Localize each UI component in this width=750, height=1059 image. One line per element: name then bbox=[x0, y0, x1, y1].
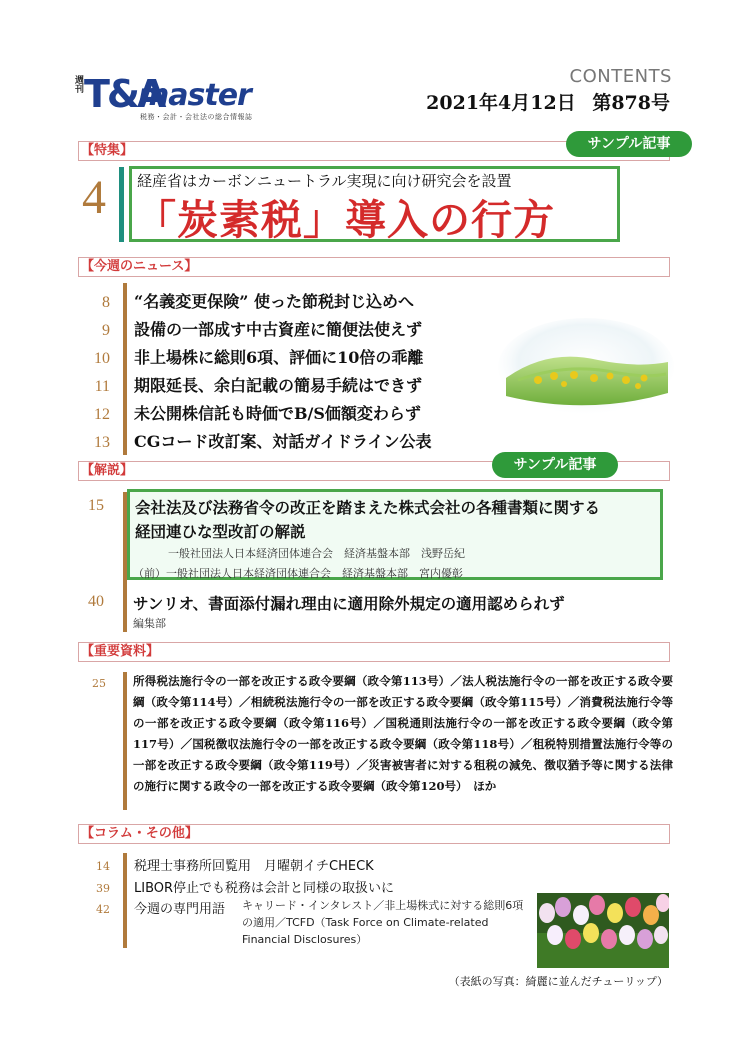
column-page-number: 42 bbox=[96, 903, 110, 916]
commentary-author-2: （前）一般社団法人日本経済団体連合会 経済基盤本部 宮内優彰 bbox=[133, 567, 463, 580]
news-headline: 非上場株に総則6項、評価に10倍の乖離 bbox=[134, 348, 424, 367]
feature-section-label: 【特集】 bbox=[81, 143, 134, 158]
commentary-author-editorial: 編集部 bbox=[133, 617, 166, 630]
column-section-label: 【コラム・その他】 bbox=[81, 826, 198, 841]
feature-page-number: 4 bbox=[82, 171, 106, 224]
news-headline: 期限延長、余白記載の簡易手続はできず bbox=[134, 376, 423, 395]
contents-label: CONTENTS bbox=[569, 66, 672, 87]
column-item-39[interactable] bbox=[84, 877, 394, 896]
materials-text[interactable]: 所得税法施行令の一部を改正する政令要綱（政令第113号）／法人税法施行令の一部を改正する政令要綱（政令第114号）／相続税法施行令の一部を改正する政令要綱（政令第115号）／消費税法施行令等の一部を改正する政令要綱（政令第116号）／国税通則法施行令の一部を改正する政令要綱（政令第117号）／国税徴収法施行令の一部を改正する政令要綱（政令第118号）／租税特別措置法施行令等の一部を改正する政令要綱（政令第119号）／災害被害者に対する租税の減免、徴収猶予等に関する法律の施行に関する政令の一部を改正する政令要綱（政令第120号） ほか bbox=[133, 674, 673, 793]
cover-photo-caption: （表紙の写真：綺麗に並んだチューリップ） bbox=[448, 975, 668, 988]
news-item[interactable] bbox=[84, 429, 431, 457]
column-item-14[interactable] bbox=[84, 855, 374, 874]
term-of-week-text: キャリード・インタレスト／非上場株式に対する総則6項の適用／TCFD（Task Force on Climate-related Financial Disclosures） bbox=[242, 899, 524, 946]
sample-article-badge-2[interactable]: サンプル記事 bbox=[492, 452, 618, 478]
column-text: 税理士事務所回覧用 月曜朝イチCHECK bbox=[134, 859, 374, 874]
news-page-number: 12 bbox=[94, 406, 110, 423]
news-section-header bbox=[78, 257, 670, 277]
tulip-photo bbox=[537, 893, 669, 968]
commentary-author-1: 一般社団法人日本経済団体連合会 経済基盤本部 浅野岳紀 bbox=[168, 547, 465, 560]
news-page-number: 8 bbox=[102, 294, 110, 311]
news-headline: “名義変更保険” 使った節税封じ込めへ bbox=[134, 292, 414, 311]
sample-article-badge[interactable]: サンプル記事 bbox=[566, 131, 692, 157]
logo-weekly-label: 週刊 bbox=[73, 75, 83, 93]
materials-page-number: 25 bbox=[92, 677, 106, 690]
news-item[interactable] bbox=[84, 289, 414, 317]
column-item-42[interactable] bbox=[84, 898, 225, 917]
news-page-number: 11 bbox=[94, 378, 110, 395]
issue-info bbox=[426, 88, 670, 115]
feature-title[interactable]: 「炭素税」導入の行方 bbox=[135, 196, 555, 244]
news-page-number: 9 bbox=[102, 322, 110, 339]
news-section-label: 【今週のニュース】 bbox=[81, 259, 198, 274]
commentary-title-line2[interactable]: 経団連ひな型改訂の解説 bbox=[135, 522, 306, 541]
materials-accent-bar bbox=[123, 672, 127, 810]
logo-ta: T&A bbox=[84, 72, 164, 116]
meadow-illustration bbox=[498, 318, 674, 416]
news-page-number: 13 bbox=[94, 434, 110, 451]
news-item[interactable] bbox=[84, 317, 422, 345]
column-page-number: 14 bbox=[96, 860, 110, 873]
news-headline: 設備の一部成す中古資産に簡便法使えず bbox=[134, 320, 423, 339]
news-headline: CGコード改訂案、対話ガイドライン公表 bbox=[134, 432, 432, 451]
column-text: LIBOR停止でも税務は会計と同様の取扱いに bbox=[134, 881, 395, 896]
feature-subtitle: 経産省はカーボンニュートラル実現に向け研究会を設置 bbox=[137, 172, 512, 190]
commentary-page-15: 15 bbox=[88, 497, 104, 514]
news-item[interactable] bbox=[84, 373, 422, 401]
commentary-title-line1[interactable]: 会社法及び法務省令の改正を踏まえた株式会社の各種書類に関する bbox=[135, 498, 601, 517]
news-item[interactable] bbox=[84, 401, 421, 429]
issue-number: 第878号 bbox=[592, 92, 670, 114]
column-text: 今週の専門用語 bbox=[134, 902, 226, 917]
news-page-number: 10 bbox=[94, 350, 110, 367]
commentary-section-label: 【解説】 bbox=[81, 463, 134, 478]
materials-section-label: 【重要資料】 bbox=[81, 644, 160, 659]
column-section-header bbox=[78, 824, 670, 844]
commentary-page-40: 40 bbox=[88, 593, 104, 610]
logo-subtitle: 税務・会計・会社法の総合情報誌 bbox=[140, 113, 253, 121]
commentary-title-sanrio[interactable]: サンリオ、書面添付漏れ理由に適用除外規定の適用認められず bbox=[133, 594, 565, 613]
logo-master: master bbox=[138, 78, 251, 113]
feature-accent-bar bbox=[119, 167, 124, 242]
news-item[interactable] bbox=[84, 345, 423, 373]
column-page-number: 39 bbox=[96, 882, 110, 895]
materials-section-header bbox=[78, 642, 670, 662]
issue-date: 2021年4月12日 bbox=[426, 92, 576, 114]
news-headline: 未公開株信託も時価でB/S価額変わらず bbox=[134, 404, 421, 423]
